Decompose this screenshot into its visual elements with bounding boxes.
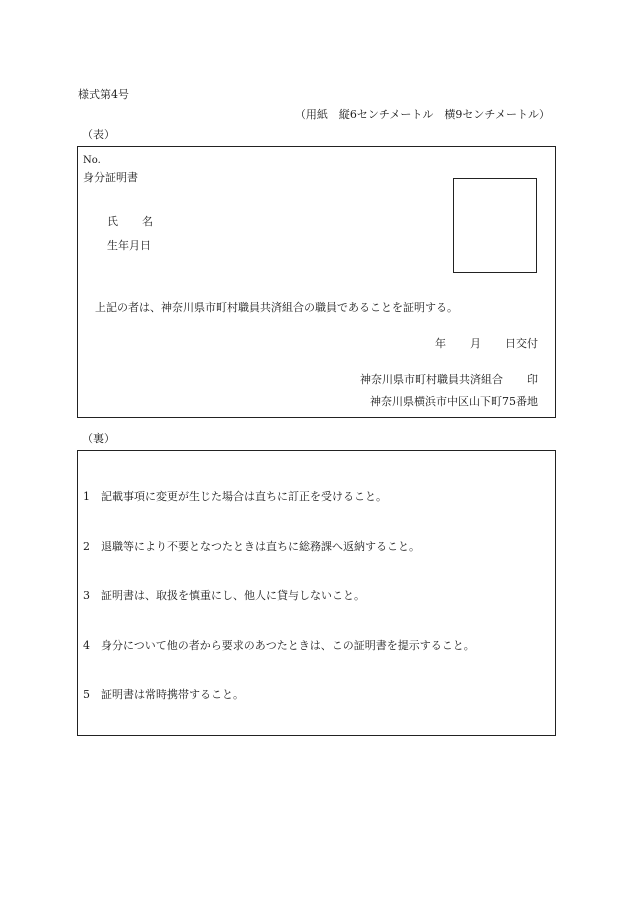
front-section-label: （表） xyxy=(82,128,115,141)
name-label xyxy=(107,213,153,229)
form-number: 様式第4号 xyxy=(78,88,129,101)
name-label-first: 氏 xyxy=(107,215,118,228)
rule-text: 証明書は常時携帯すること。 xyxy=(101,688,244,701)
rule-number: 3 xyxy=(83,589,90,602)
rule-item xyxy=(83,686,244,702)
rule-text: 記載事項に変更が生じた場合は直ちに訂正を受けること。 xyxy=(101,490,387,503)
id-card-front xyxy=(77,146,556,418)
issuer-line xyxy=(360,371,538,387)
issue-day-label: 日交付 xyxy=(505,337,538,350)
rule-item xyxy=(83,587,365,603)
date-of-birth-label: 生年月日 xyxy=(107,239,151,252)
rule-text: 証明書は、取扱を慎重にし、他人に貸与しないこと。 xyxy=(101,589,365,602)
rule-number: 1 xyxy=(83,490,90,503)
back-section-label: （裏） xyxy=(82,432,115,445)
id-card-back xyxy=(77,450,556,736)
rule-item xyxy=(83,637,475,653)
card-title: 身分証明書 xyxy=(83,171,138,184)
rule-text: 身分について他の者から要求のあつたときは、この証明書を提示すること。 xyxy=(101,639,475,652)
issuer-address: 神奈川県横浜市中区山下町75番地 xyxy=(370,395,538,408)
rule-number: 4 xyxy=(83,639,90,652)
rule-item xyxy=(83,488,387,504)
seal-mark: 印 xyxy=(527,373,538,386)
rule-item xyxy=(83,538,420,554)
rule-number: 5 xyxy=(83,688,90,701)
name-label-second: 名 xyxy=(142,215,153,228)
issue-date-line xyxy=(435,335,538,351)
certification-statement: 上記の者は、神奈川県市町村職員共済組合の職員であることを証明する。 xyxy=(95,301,458,314)
issuer-name: 神奈川県市町村職員共済組合 xyxy=(360,373,503,386)
serial-number-label: No. xyxy=(83,155,101,166)
photo-placeholder xyxy=(453,178,537,273)
paper-size-note: （用紙 縦6センチメートル 横9センチメートル） xyxy=(294,108,550,121)
rule-number: 2 xyxy=(83,540,90,553)
rule-text: 退職等により不要となつたときは直ちに総務課へ返納すること。 xyxy=(101,540,420,553)
issue-month-label: 月 xyxy=(470,337,481,350)
issue-year-label: 年 xyxy=(435,337,446,350)
